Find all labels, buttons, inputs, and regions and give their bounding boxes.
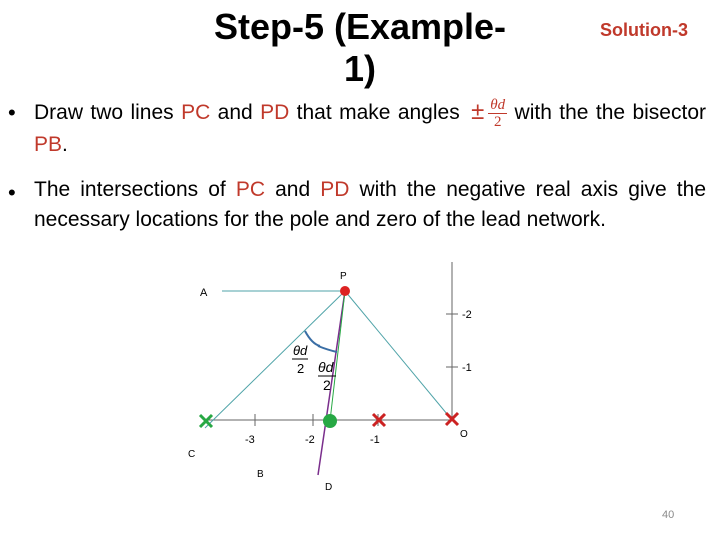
line-pd	[330, 291, 345, 421]
line-pc-ref: PC	[235, 178, 266, 201]
point-p-marker	[340, 286, 350, 296]
bullet-2-segment: The intersections of	[34, 178, 236, 201]
angle-label-left-den: 2	[297, 361, 305, 376]
bullet-1-segment: that make angles	[289, 101, 468, 125]
line-pd-ref: PD	[260, 101, 290, 125]
line-pb-ref: PB	[34, 133, 63, 156]
bullet-marker: •	[8, 100, 16, 125]
fraction-numerator: θd	[490, 97, 506, 113]
angle-label-right-den: 2	[323, 377, 331, 393]
line-po	[345, 291, 452, 420]
label-p: P	[340, 271, 347, 282]
angle-label-left-num: θd	[293, 343, 308, 358]
real-tick-label: -2	[305, 434, 315, 446]
bullet-1-segment: Draw two lines	[34, 101, 182, 125]
bullet-marker: •	[8, 180, 16, 205]
slide-title: Step-5 (Example-1)	[213, 6, 507, 89]
zero-marker-circle	[323, 414, 337, 428]
plus-minus-symbol: ±	[471, 98, 485, 126]
bullet-1-segment: .	[62, 133, 68, 156]
page-number: 40	[662, 509, 675, 521]
fraction-denominator: 2	[493, 114, 502, 130]
real-tick-label: -3	[245, 434, 255, 446]
angle-label-right-num: θd	[318, 359, 334, 375]
real-tick-label: -1	[370, 434, 380, 446]
label-a: A	[200, 287, 208, 299]
line-pd-ref: PD	[320, 178, 350, 201]
bullet-2-segment: and	[265, 178, 321, 201]
line-pc-ref: PC	[181, 101, 211, 125]
bullet-1-segment: and	[210, 101, 261, 125]
zero-marker-x	[200, 415, 212, 427]
label-c: C	[188, 449, 196, 460]
bullet-2-segment: with the negative real axis give the necessary locations for the pole and zero of the lead network.	[34, 178, 706, 231]
solution-label: Solution-3	[600, 20, 688, 40]
label-b: B	[257, 469, 264, 480]
label-o: O	[460, 429, 468, 440]
label-d: D	[325, 482, 333, 493]
imag-tick-label: -2	[462, 309, 472, 321]
imag-tick-label: -1	[462, 362, 472, 374]
angle-arc-right	[318, 346, 337, 352]
bullet-1-segment: with the the bisector	[507, 101, 706, 125]
